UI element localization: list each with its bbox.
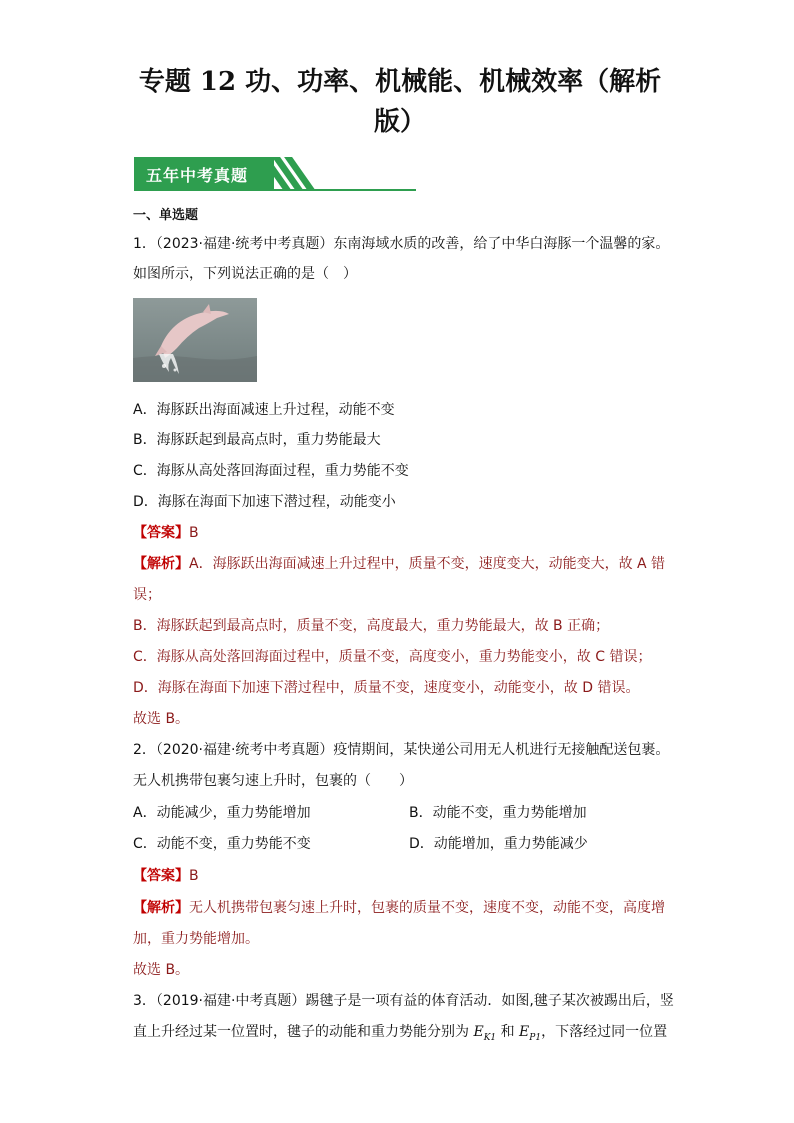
analysis-text: 无人机携带包裹匀速上升时，包裹的质量不变，速度不变，动能不变，高度增 [189, 900, 665, 916]
q1-analysis-line-1b: 误； [133, 587, 161, 603]
q3-stem-line-2 [133, 1022, 667, 1048]
q1-analysis-line-1 [133, 554, 665, 574]
q1-analysis-line-2: B．海豚跃起到最高点时，质量不变，高度最大，重力势能最大，故 B 正确； [133, 618, 610, 634]
title-line-2: 版） [373, 107, 426, 137]
q1-option-b: B．海豚跃起到最高点时，重力势能最大 [133, 432, 381, 448]
analysis-tag: 【解析】 [133, 556, 189, 572]
q2-analysis-line-1b: 加，重力势能增加。 [133, 931, 259, 947]
q2-option-b: B．动能不变，重力势能增加 [409, 805, 587, 821]
q1-answer [133, 523, 199, 543]
q3-stem-text-a: 直上升经过某一位置时，毽子的动能和重力势能分别为 [133, 1024, 474, 1040]
ep1-symbol [519, 1024, 542, 1043]
analysis-tag: 【解析】 [133, 900, 189, 916]
section-heading: 一、单选题 [133, 208, 199, 223]
document-title [120, 62, 680, 142]
q2-option-d: D．动能增加，重力势能减少 [409, 836, 588, 852]
ek1-symbol [473, 1024, 497, 1043]
ek-letter: E [473, 1024, 484, 1040]
q1-analysis-line-4: D．海豚在海面下加速下潜过程中，质量不变，速度变小，动能变小，故 D 错误。 [133, 680, 640, 696]
q1-stem-line-2: 如图所示，下列说法正确的是（ ） [133, 266, 357, 282]
q1-conclusion: 故选 B。 [133, 711, 190, 727]
answer-tag: 【答案】 [133, 868, 189, 884]
q3-stem-line-1: 3．（2019·福建·中考真题）踢毽子是一项有益的体育活动．如图,毽子某次被踢出后，竖 [133, 993, 674, 1009]
q1-analysis-line-3: C．海豚从高处落回海面过程中，质量不变，高度变小，重力势能变小，故 C 错误； [133, 649, 652, 665]
q2-option-a: A．动能减少，重力势能增加 [133, 805, 311, 821]
q2-answer [133, 866, 199, 886]
answer-tag: 【答案】 [133, 525, 189, 541]
q2-stem-line-2: 无人机携带包裹匀速上升时，包裹的（ ） [133, 773, 413, 789]
section-banner [134, 157, 416, 191]
q2-analysis-line-1 [133, 898, 665, 918]
q2-option-c: C．动能不变，重力势能不变 [133, 836, 311, 852]
answer-value: B [189, 868, 199, 884]
ep-subscript: P1 [529, 1032, 542, 1043]
q3-stem-text-b: 和 [496, 1024, 520, 1040]
q3-stem-text-c: ，下落经过同一位置 [541, 1024, 668, 1040]
answer-value: B [189, 525, 199, 541]
title-line-1: 专题 12 功、功率、机械能、机械效率（解析 [138, 67, 662, 97]
ek-subscript: K1 [483, 1032, 497, 1043]
q2-conclusion: 故选 B。 [133, 962, 190, 978]
ep-letter: E [519, 1024, 530, 1040]
q1-stem-line-1: 1．（2023·福建·统考中考真题）东南海域水质的改善，给了中华白海豚一个温馨的家。 [133, 236, 670, 252]
banner-label: 五年中考真题 [146, 166, 249, 185]
analysis-text: A．海豚跃出海面减速上升过程中，质量不变，速度变大，动能变大，故 A 错 [189, 556, 666, 572]
q1-option-a: A．海豚跃出海面减速上升过程，动能不变 [133, 402, 395, 418]
q1-option-c: C．海豚从高处落回海面过程，重力势能不变 [133, 463, 409, 479]
dolphin-photo [133, 298, 257, 382]
q2-stem-line-1: 2．（2020·福建·统考中考真题）疫情期间，某快递公司用无人机进行无接触配送包裹。 [133, 742, 670, 758]
banner-underline [274, 189, 416, 191]
q1-option-d: D．海豚在海面下加速下潜过程，动能变小 [133, 494, 396, 510]
